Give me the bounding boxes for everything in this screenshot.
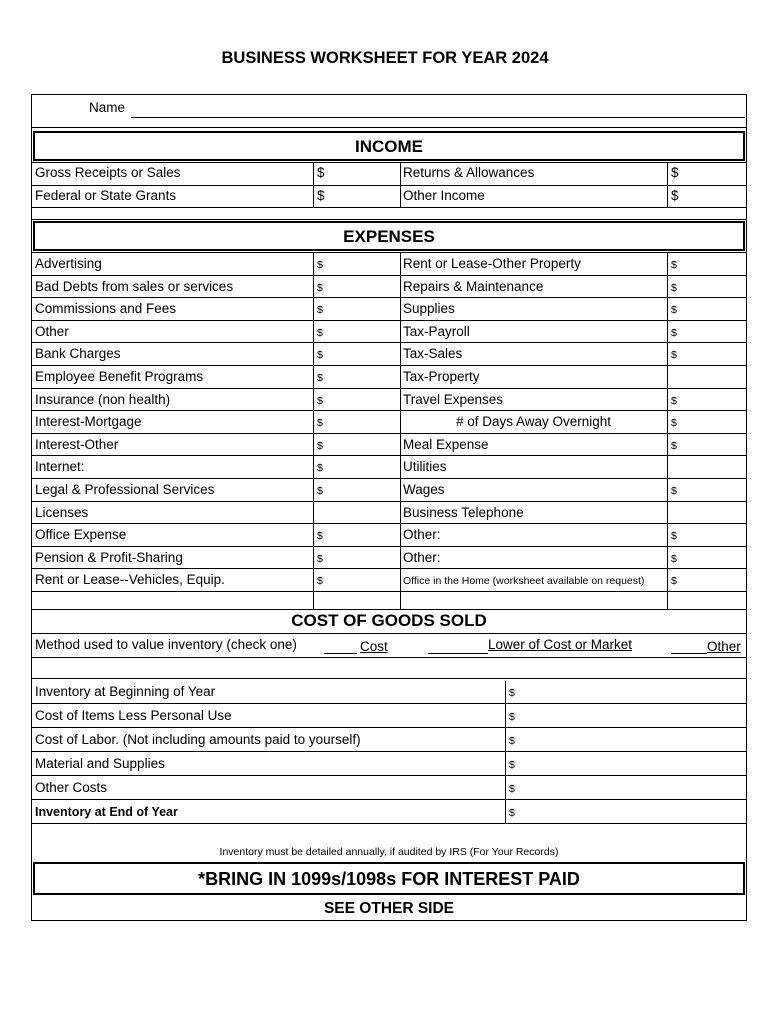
expense-label: Bad Debts from sales or services <box>35 279 234 294</box>
expense-label: Tax-Sales <box>403 346 463 361</box>
dollar-field[interactable]: $ <box>317 304 323 316</box>
dollar-field[interactable]: $ <box>317 188 325 203</box>
expense-label: Utilities <box>403 459 447 474</box>
expense-label: Interest-Mortgage <box>35 414 142 429</box>
income-label: Gross Receipts or Sales <box>35 165 181 180</box>
name-label: Name <box>89 100 126 115</box>
expense-label: Tax-Payroll <box>403 324 470 339</box>
dollar-field[interactable]: $ <box>317 282 323 294</box>
expense-label: Business Telephone <box>403 505 524 520</box>
dollar-field[interactable]: $ <box>671 395 677 407</box>
dollar-field[interactable]: $ <box>509 759 515 771</box>
dollar-field[interactable]: $ <box>671 530 677 542</box>
dollar-field[interactable]: $ <box>671 327 677 339</box>
expense-label: Travel Expenses <box>403 392 504 407</box>
method-label: Method used to value inventory (check one) <box>35 637 297 652</box>
divider <box>31 433 747 434</box>
dollar-field[interactable]: $ <box>509 711 515 723</box>
dollar-field[interactable]: $ <box>671 165 679 180</box>
dollar-field[interactable]: $ <box>317 575 323 587</box>
other-check-line[interactable] <box>671 653 707 654</box>
cogs-label: Material and Supplies <box>35 756 165 771</box>
cogs-heading: COST OF GOODS SOLD <box>291 611 487 630</box>
income-label: Other Income <box>403 188 485 203</box>
divider <box>31 219 747 220</box>
income-label: Returns & Allowances <box>403 165 535 180</box>
divider <box>31 678 747 679</box>
divider <box>31 775 747 776</box>
expense-label: Meal Expense <box>403 437 489 452</box>
expense-label: Commissions and Fees <box>35 301 177 316</box>
dollar-field[interactable]: $ <box>509 687 515 699</box>
dollar-field[interactable]: $ <box>671 282 677 294</box>
expense-label: Office in the Home (worksheet available on request) <box>403 575 645 587</box>
column-divider <box>313 252 314 609</box>
expense-label: Repairs & Maintenance <box>403 279 544 294</box>
income-heading: INCOME <box>33 131 745 161</box>
dollar-field[interactable]: $ <box>317 440 323 452</box>
option-lower-of-cost-or-market[interactable]: Lower of Cost or Market <box>488 637 633 652</box>
divider <box>31 523 747 524</box>
income-label: Federal or State Grants <box>35 188 177 203</box>
expense-label: Other <box>35 324 69 339</box>
dollar-field[interactable]: $ <box>317 349 323 361</box>
dollar-field[interactable]: $ <box>509 807 515 819</box>
expense-label: Other: <box>403 550 441 565</box>
cost-check-line[interactable] <box>324 653 357 654</box>
expense-label: Tax-Property <box>403 369 480 384</box>
dollar-field[interactable]: $ <box>317 485 323 497</box>
divider <box>31 657 747 658</box>
dollar-field[interactable]: $ <box>671 349 677 361</box>
expense-label: Pension & Profit-Sharing <box>35 550 183 565</box>
dollar-field[interactable]: $ <box>509 783 515 795</box>
divider <box>31 455 747 456</box>
cogs-label: Cost of Labor. (Not including amounts paid to yourself) <box>35 732 361 747</box>
column-divider <box>313 162 314 207</box>
divider <box>31 727 747 728</box>
lower-check-line[interactable] <box>428 653 488 654</box>
dollar-field[interactable]: $ <box>671 553 677 565</box>
expense-label: Wages <box>403 482 445 497</box>
option-other[interactable]: Other <box>707 639 741 654</box>
divider <box>31 252 747 253</box>
cogs-label: Cost of Items Less Personal Use <box>35 708 232 723</box>
dollar-field[interactable]: $ <box>317 372 323 384</box>
expense-label: Internet: <box>35 459 85 474</box>
dollar-field[interactable]: $ <box>317 462 323 474</box>
expenses-heading: EXPENSES <box>33 221 745 251</box>
divider <box>31 703 747 704</box>
expense-label: Interest-Other <box>35 437 119 452</box>
expense-label: Licenses <box>35 505 89 520</box>
dollar-field[interactable]: $ <box>317 395 323 407</box>
divider <box>31 320 747 321</box>
dollar-field[interactable]: $ <box>317 259 323 271</box>
cogs-label: Inventory at End of Year <box>35 805 178 819</box>
divider <box>31 501 747 502</box>
inventory-note: Inventory must be detailed annually, if audited by IRS (For Your Records) <box>219 846 559 858</box>
expense-label: Employee Benefit Programs <box>35 369 204 384</box>
expense-label: Insurance (non health) <box>35 392 171 407</box>
dollar-field[interactable]: $ <box>671 259 677 271</box>
expense-label: Advertising <box>35 256 102 271</box>
divider <box>31 799 747 800</box>
dollar-field[interactable]: $ <box>671 575 677 587</box>
dollar-field[interactable]: $ <box>671 417 677 429</box>
column-divider <box>505 681 506 823</box>
divider <box>31 751 747 752</box>
expense-label: Other: <box>403 527 441 542</box>
expense-label: Office Expense <box>35 527 127 542</box>
dollar-field[interactable]: $ <box>317 417 323 429</box>
divider <box>31 207 747 208</box>
dollar-field[interactable]: $ <box>509 735 515 747</box>
see-other-side: SEE OTHER SIDE <box>323 900 455 917</box>
dollar-field[interactable]: $ <box>317 327 323 339</box>
divider <box>31 823 747 824</box>
expense-label: Rent or Lease-Other Property <box>403 256 581 271</box>
cogs-label: Inventory at Beginning of Year <box>35 684 216 699</box>
expense-label: # of Days Away Overnight <box>455 414 612 429</box>
option-cost[interactable]: Cost <box>360 639 388 654</box>
dollar-field[interactable]: $ <box>317 165 325 180</box>
bring-in-notice: *BRING IN 1099s/1098s FOR INTEREST PAID <box>33 862 745 895</box>
dollar-field[interactable]: $ <box>671 440 677 452</box>
column-divider <box>667 252 668 609</box>
expense-label: Rent or Lease--Vehicles, Equip. <box>35 572 225 587</box>
dollar-field[interactable]: $ <box>317 530 323 542</box>
column-divider <box>400 162 401 207</box>
dollar-field[interactable]: $ <box>317 553 323 565</box>
cogs-label: Other Costs <box>35 780 108 795</box>
dollar-field[interactable]: $ <box>671 304 677 316</box>
dollar-field[interactable]: $ <box>671 188 679 203</box>
expense-label: Bank Charges <box>35 346 121 361</box>
name-field[interactable] <box>131 117 745 118</box>
expense-label: Legal & Professional Services <box>35 482 215 497</box>
page-title: BUSINESS WORKSHEET FOR YEAR 2024 <box>221 49 549 67</box>
divider <box>31 127 747 128</box>
expense-label: Supplies <box>403 301 455 316</box>
divider <box>31 342 747 343</box>
divider <box>31 609 747 610</box>
dollar-field[interactable]: $ <box>671 485 677 497</box>
column-divider <box>667 162 668 207</box>
